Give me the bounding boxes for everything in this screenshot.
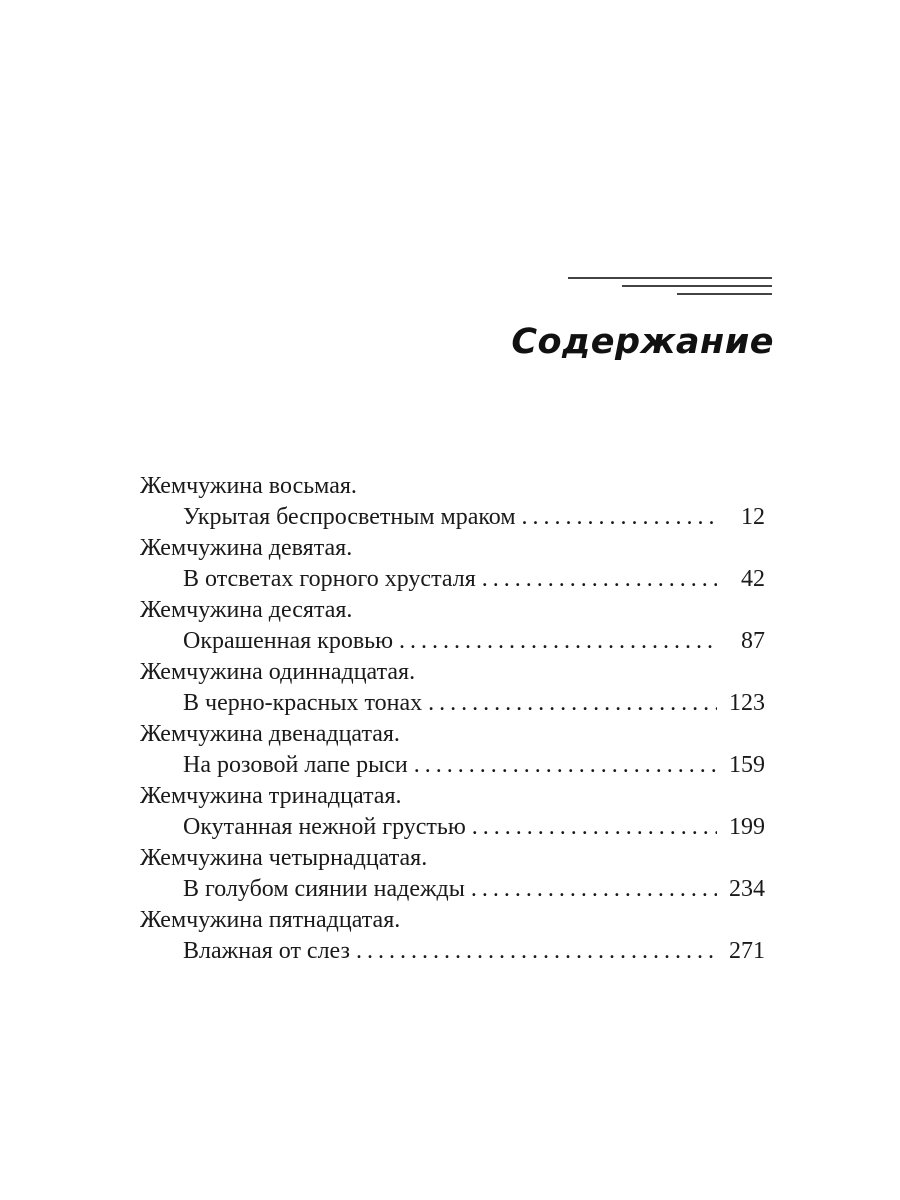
toc-entry [140,812,765,843]
toc-entry [140,874,765,905]
toc-entry-title: Влажная от слез [183,938,350,964]
page-title: Содержание [511,322,774,362]
toc-entry-title: Окутанная нежной грустью [183,814,466,840]
toc-entry [140,564,765,595]
toc-chapter-heading: Жемчужина двенадцатая. [140,721,400,747]
toc-page-number: 234 [729,876,765,902]
leader-dots [472,812,717,843]
toc-entry-title: В отсветах горного хрусталя [183,566,476,592]
decorative-rule [622,285,772,287]
leader-dots [428,688,717,719]
toc-chapter-heading: Жемчужина тринадцатая. [140,783,402,809]
leader-dots [414,750,717,781]
toc-entry [140,502,765,533]
decorative-rule [568,277,772,279]
toc-entry-title: В голубом сиянии надежды [183,876,465,902]
toc-page-number: 271 [729,938,765,964]
leader-dots [399,626,717,657]
toc-entry-title: В черно-красных тонах [183,690,423,716]
toc-chapter-heading: Жемчужина пятнадцатая. [140,907,401,933]
toc-page-number: 199 [729,814,765,840]
leader-dots [356,936,717,967]
toc-chapter-heading: Жемчужина девятая. [140,535,353,561]
toc-chapter-heading: Жемчужина одиннадцатая. [140,659,416,685]
toc-chapter-heading: Жемчужина четырнадцатая. [140,845,428,871]
leader-dots [522,502,717,533]
toc-entry-title: Укрытая беспросветным мраком [183,504,516,530]
toc-entry [140,688,765,719]
toc-page-number: 12 [741,504,765,530]
toc-entry-title: На розовой лапе рыси [183,752,408,778]
toc-entry [140,750,765,781]
toc-page-number: 123 [729,690,765,716]
toc-chapter-heading: Жемчужина восьмая. [140,473,357,499]
toc-entry [140,936,765,967]
toc-entry [140,626,765,657]
toc-page-number: 159 [729,752,765,778]
toc-page-number: 42 [741,566,765,592]
leader-dots [482,564,717,595]
toc-page-number: 87 [741,628,765,654]
toc-entry-title: Окрашенная кровью [183,628,394,654]
toc-chapter-heading: Жемчужина десятая. [140,597,353,623]
table-of-contents [140,471,765,967]
leader-dots [471,874,717,905]
decorative-rule [677,293,772,295]
